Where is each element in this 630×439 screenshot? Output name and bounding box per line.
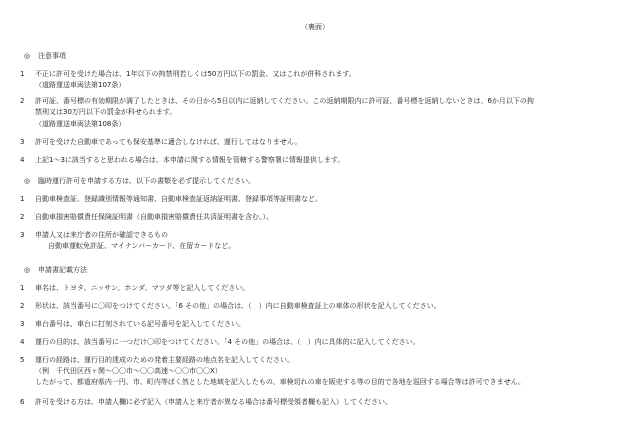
item-text: 不正に許可を受けた場合は、1年以下の拘禁刑若しくは50万円以下の罰金、又はこれが併科されます。 (35, 70, 356, 78)
item-number: 1 (20, 70, 25, 78)
item-text: （例 千代田区西ヶ関～〇〇市～〇〇高速～〇〇市〇〇X） (35, 367, 222, 375)
item-text: 車台番号は、車台に打刻されている記号番号を記入してください。 (35, 320, 245, 328)
item-number: 3 (20, 231, 25, 239)
item-text: 自動車運転免許証、マイナンバーカード、在留カードなど。 (48, 242, 236, 250)
item-text: 上記1～3に該当すると思われる場合は、本申請に関する情報を管轄する警察署に情報提供します。 (35, 156, 345, 164)
item-text: 車名は、トヨタ、ニッサン、ホンダ、マツダ等と記入してください。 (35, 284, 250, 292)
item-number: 2 (20, 97, 25, 105)
item-text: 申請人又は来庁者の住所が確認できるもの (35, 231, 168, 239)
item-text: 形状は、該当番号に〇印をつけてください。「6 その他」の場合は、（ ）内に自動車検査証上の車体の形状を記入してください。 (35, 302, 441, 310)
section-heading: 申請書記載方法 (38, 266, 87, 274)
item-number: 3 (20, 138, 25, 146)
item-text: 許可を受けた自動車であっても保安基準に適合しなければ、運行してはなりません。 (35, 138, 302, 146)
item-text: 運行の目的は、該当番号に一つだけ〇印をつけてください。「4 その他」の場合は、（ ）内に具体的に記入してください。 (35, 338, 420, 346)
item-number: 4 (20, 338, 25, 346)
item-number: 6 (20, 398, 25, 406)
item-number: 1 (20, 284, 25, 292)
item-number: 2 (20, 302, 25, 310)
item-text: 許可証、番号標の有効期限が満了したときは、その日から5日以内に返納してください。この返納期限内に許可証、番号標を返納しないときは、6か月以下の拘 (35, 97, 534, 105)
item-text: 運行の経路は、運行目的達成のための発着主要経路の地点名を記入してください。 (35, 356, 294, 364)
item-number: 3 (20, 320, 25, 328)
item-number: 5 (20, 356, 25, 364)
section-heading: 臨時運行許可を申請する方は、以下の書類を必ず提示してください。 (38, 177, 255, 185)
item-number: 1 (20, 195, 25, 203)
section-heading: 注意事項 (38, 52, 66, 60)
item-text: （道路運送車両法第107条） (35, 81, 126, 89)
item-number: 2 (20, 213, 25, 221)
item-text: 禁刑又は30万円以下の罰金が科せられます。 (35, 108, 177, 116)
item-text: 自動車検査証、登録識別情報等通知書、自動車検査証返納証明書、登録事項等証明書など。 (35, 195, 322, 203)
section-mark: ◎ (24, 266, 31, 274)
item-number: 4 (20, 156, 25, 164)
section-mark: ◎ (24, 52, 31, 60)
item-text: 自動車損害賠償責任保険証明書（自動車損害賠償責任共済証明書を含む。）。 (35, 213, 273, 221)
item-text: （道路運送車両法第108条） (35, 120, 126, 128)
item-text: したがって、都道府県内一円、市、町内等ばく然とした地域を記入したもの、車検切れの車を販売する等の目的で各地を巡回する場合等は許可できません。 (35, 378, 525, 386)
page-title: （裏面） (301, 23, 329, 31)
section-mark: ◎ (24, 177, 31, 185)
item-text: 許可を受ける方は、申請人欄に必ず記入（申請人と来庁者が異なる場合は番号標受領者欄も記入）してください。 (35, 398, 392, 406)
